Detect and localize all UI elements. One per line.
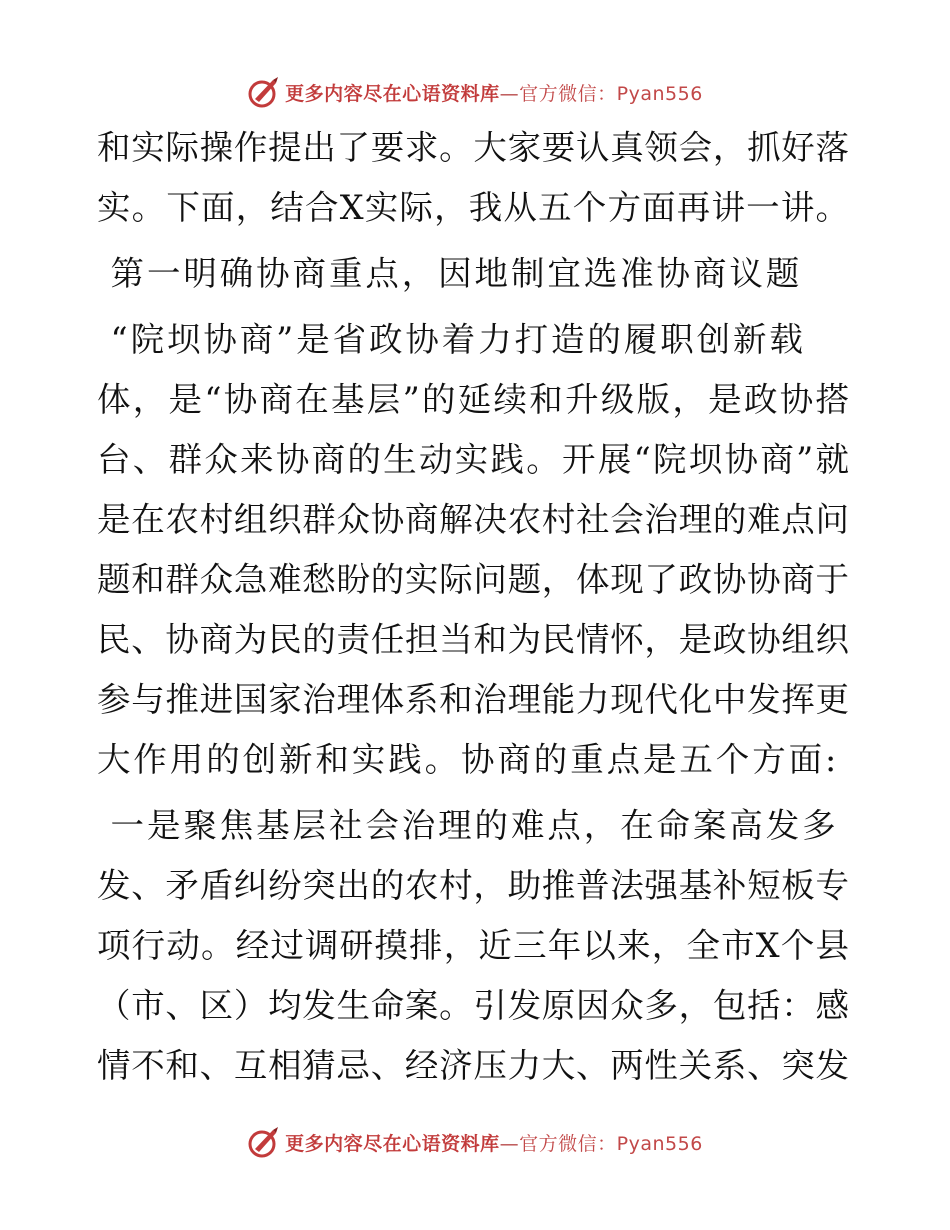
document-body bbox=[97, 118, 849, 1096]
quill-logo-icon bbox=[247, 1125, 281, 1159]
header-watermark bbox=[0, 72, 950, 112]
watermark-main-text: 更多内容尽在心语资料库 bbox=[285, 82, 500, 105]
section-heading: 第一明确协商重点，因地制宜选准协商议题 bbox=[97, 254, 803, 293]
text-line: 体，是“协商在基层”的延续和升级版，是政协搭 bbox=[97, 380, 849, 419]
text-line: 情不和、互相猜忌、经济压力大、两性关系、突发 bbox=[97, 1046, 849, 1085]
watermark-separator: — bbox=[499, 1132, 520, 1155]
watermark-wechat: 官方微信：Pyan556 bbox=[519, 1132, 703, 1155]
watermark-separator: — bbox=[499, 82, 520, 105]
text-line: 发、矛盾纠纷突出的农村，助推普法强基补短板专 bbox=[97, 866, 849, 905]
watermark-main-text: 更多内容尽在心语资料库 bbox=[285, 1132, 500, 1155]
watermark-wechat: 官方微信：Pyan556 bbox=[519, 82, 703, 105]
paragraph-first-line: “院坝协商”是省政协着力打造的履职创新载 bbox=[97, 320, 806, 359]
text-line: 实。下面，结合X实际，我从五个方面再讲一讲。 bbox=[97, 188, 849, 227]
quill-logo-icon bbox=[247, 75, 281, 109]
text-line: 项行动。经过调研摸排，近三年以来，全市X个县 bbox=[97, 926, 849, 965]
text-line: 是在农村组织群众协商解决农村社会治理的难点问 bbox=[97, 500, 849, 539]
text-line: 大作用的创新和实践。协商的重点是五个方面: bbox=[97, 740, 840, 779]
text-line: 民、协商为民的责任担当和为民情怀，是政协组织 bbox=[97, 620, 849, 659]
text-line: 参与推进国家治理体系和治理能力现代化中发挥更 bbox=[97, 680, 849, 719]
text-line: （市、区）均发生命案。引发原因众多，包括：感 bbox=[97, 986, 849, 1025]
watermark-text bbox=[285, 79, 703, 106]
footer-watermark bbox=[0, 1122, 950, 1162]
text-line: 台、群众来协商的生动实践。开展“院坝协商”就 bbox=[97, 440, 849, 479]
watermark-text bbox=[285, 1129, 703, 1156]
text-line: 和实际操作提出了要求。大家要认真领会，抓好落 bbox=[97, 128, 849, 167]
paragraph-first-line: 一是聚焦基层社会治理的难点，在命案高发多 bbox=[97, 806, 839, 845]
text-line: 题和群众急难愁盼的实际问题，体现了政协协商于 bbox=[97, 560, 849, 599]
